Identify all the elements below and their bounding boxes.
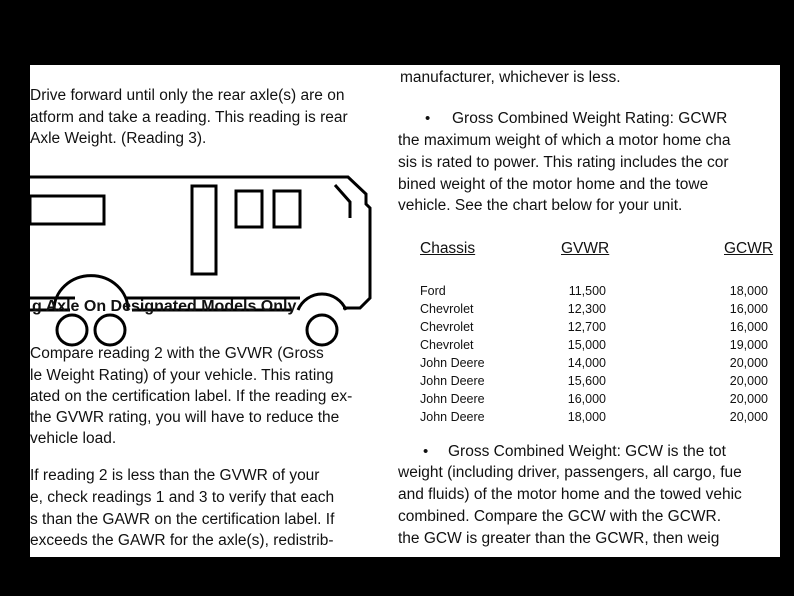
cell-gcwr: 20,000 (729, 356, 768, 370)
table-header-gcwr: GCWR (724, 240, 774, 257)
document-page (30, 65, 780, 557)
intro-line: manufacturer, whichever is less. (400, 69, 621, 86)
cell-chassis: Chevrolet (420, 338, 474, 352)
cell-gcwr: 20,000 (729, 392, 768, 406)
para2-line-3: ated on the certification label. If the reading ex- (30, 388, 353, 405)
cell-gcwr: 20,000 (729, 374, 768, 388)
motorhome-diagram (30, 160, 380, 350)
para1-line-2: atform and take a reading. This reading is rear (30, 109, 348, 126)
cell-gcwr: 20,000 (729, 410, 768, 424)
para2-line-5: vehicle load. (30, 430, 117, 447)
cell-gcwr: 18,000 (729, 284, 768, 298)
para1-line-3: Axle Weight. (Reading 3). (30, 130, 207, 147)
cell-gvwr: 16,000 (567, 392, 606, 406)
cell-gvwr: 15,000 (567, 338, 606, 352)
cell-gvwr: 12,700 (567, 320, 606, 334)
gcwr-line-3: sis is rated to power. This rating includes the cor (398, 154, 729, 171)
gcwr-line-4: bined weight of the motor home and the towe (398, 176, 709, 193)
gcw-line-5: the GCW is greater than the GCWR, then weig (398, 530, 720, 547)
cell-chassis: Chevrolet (420, 320, 474, 334)
table-header-gvwr: GVWR (561, 240, 610, 257)
cell-chassis: John Deere (420, 356, 485, 370)
cell-chassis: Ford (420, 284, 446, 298)
cell-gcwr: 16,000 (729, 320, 768, 334)
para2-line-1: Compare reading 2 with the GVWR (Gross (30, 345, 324, 362)
cell-gvwr: 11,500 (568, 284, 606, 298)
section-heading: g Axle On Designated Models Only (32, 298, 297, 315)
cell-gvwr: 15,600 (567, 374, 606, 388)
para2-line-2: le Weight Rating) of your vehicle. This rating (30, 367, 334, 384)
gcw-line-3: and fluids) of the motor home and the towed vehic (398, 486, 742, 503)
gcw-line-4: combined. Compare the GCW with the GCWR. (398, 508, 722, 525)
gcw-line-1: Gross Combined Weight: GCW is the tot (448, 443, 726, 460)
cell-gvwr: 18,000 (567, 410, 606, 424)
para3-line-3: s than the GAWR on the certification label. If (30, 511, 335, 528)
cell-chassis: John Deere (420, 410, 485, 424)
cell-chassis: John Deere (420, 392, 485, 406)
cell-gcwr: 19,000 (729, 338, 768, 352)
cell-gcwr: 16,000 (729, 302, 768, 316)
table-header-chassis: Chassis (420, 240, 476, 257)
cell-chassis: John Deere (420, 374, 485, 388)
gcwr-line-2: the maximum weight of which a motor home cha (398, 132, 731, 149)
cell-gvwr: 12,300 (567, 302, 606, 316)
gcw-line-2: weight (including driver, passengers, all cargo, fue (398, 464, 742, 481)
cell-gvwr: 14,000 (567, 356, 606, 370)
para3-line-4: exceeds the GAWR for the axle(s), redistrib- (30, 532, 334, 549)
gcwr-line-1: Gross Combined Weight Rating: GCWR (452, 110, 728, 127)
bullet-gcw: • (423, 443, 429, 460)
para1-line-1: Drive forward until only the rear axle(s) are on (30, 87, 345, 104)
para3-line-2: e, check readings 1 and 3 to verify that each (30, 489, 335, 506)
cell-chassis: Chevrolet (420, 302, 474, 316)
bullet-gcwr: • (425, 110, 431, 127)
para3-line-1: If reading 2 is less than the GVWR of your (30, 467, 320, 484)
gcwr-line-5: vehicle. See the chart below for your unit. (398, 197, 683, 214)
para2-line-4: the GVWR rating, you will have to reduce the (30, 409, 340, 426)
